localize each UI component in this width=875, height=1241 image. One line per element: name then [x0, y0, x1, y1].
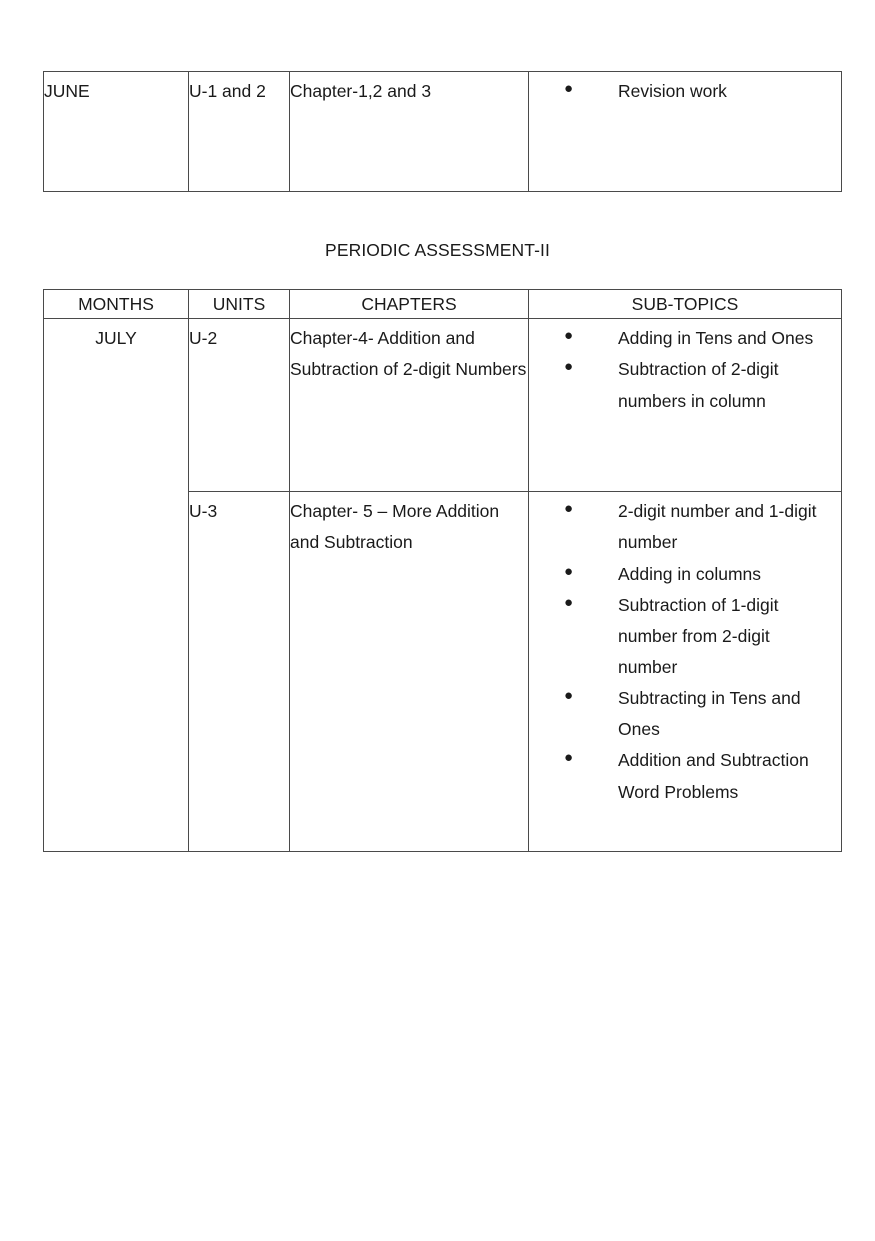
column-header-chapters: CHAPTERS [290, 290, 529, 319]
bullet-icon: ● [564, 327, 574, 345]
bullet-icon: ● [564, 687, 574, 705]
cell-chapters: Chapter-1,2 and 3 [290, 72, 529, 192]
list-item [529, 354, 841, 416]
subtopic-text: Addition and Subtraction Word Problems [618, 750, 809, 802]
cell-chapters: Chapter- 5 – More Addition and Subtraction [290, 492, 529, 852]
subtopic-text: Revision work [618, 81, 727, 101]
list-item [529, 323, 841, 354]
subtopic-text: Adding in columns [618, 563, 761, 584]
column-header-units: UNITS [189, 290, 290, 319]
cell-subtopics [529, 72, 842, 192]
subtopic-text: Subtraction of 2-digit numbers in column [618, 359, 779, 411]
cell-unit: U-2 [189, 319, 290, 492]
bullet-icon: ● [564, 500, 574, 518]
cell-month: JUNE [44, 72, 189, 192]
subtopic-text: 2-digit number and 1-digit number [618, 501, 817, 553]
bullet-icon: ● [564, 749, 574, 767]
list-item [529, 590, 841, 683]
table-row [44, 72, 842, 192]
list-item [529, 76, 841, 107]
cell-unit: U-1 and 2 [189, 72, 290, 192]
bullet-icon: ● [564, 593, 574, 611]
table-syllabus-continuation [43, 71, 842, 192]
list-item [529, 559, 841, 590]
column-header-subtopics: SUB-TOPICS [529, 290, 842, 319]
subtopic-list [529, 76, 841, 107]
bullet-icon: ● [564, 562, 574, 580]
bullet-icon: ● [564, 80, 574, 97]
subtopic-list [529, 323, 841, 416]
subtopic-list [529, 496, 841, 807]
list-item [529, 496, 841, 558]
column-header-months: MONTHS [44, 290, 189, 319]
subtopic-text: Adding in Tens and Ones [618, 328, 814, 349]
bullet-icon: ● [564, 358, 574, 376]
table-header-row [44, 290, 842, 319]
section-title: PERIODIC ASSESSMENT-II [325, 240, 550, 260]
cell-subtopics [529, 319, 842, 492]
table-periodic-assessment-2 [43, 289, 842, 852]
cell-month: JULY [44, 319, 189, 852]
list-item [529, 683, 841, 745]
list-item [529, 745, 841, 807]
cell-unit: U-3 [189, 492, 290, 852]
table-row [44, 319, 842, 492]
cell-subtopics [529, 492, 842, 852]
subtopic-text: Subtracting in Tens and Ones [618, 688, 801, 740]
subtopic-text: Subtraction of 1-digit number from 2-digit number [618, 594, 779, 677]
cell-chapters: Chapter-4- Addition and Subtraction of 2-digit Numbers [290, 319, 529, 492]
